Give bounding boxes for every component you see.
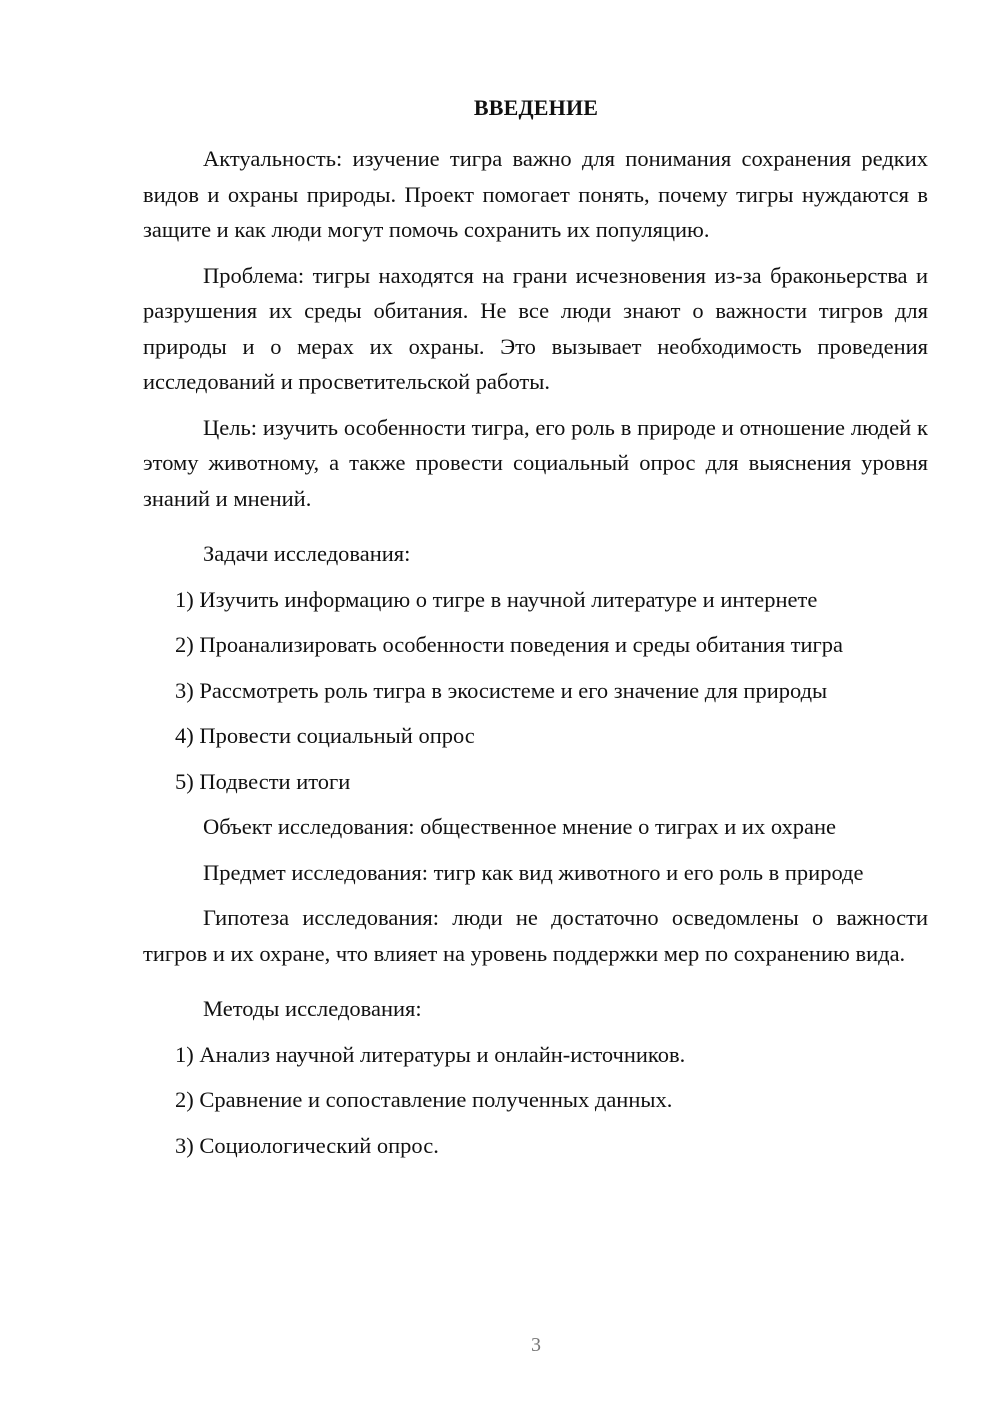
task-item-4: 4) Провести социальный опрос <box>175 723 475 748</box>
page-number: 3 <box>531 1334 541 1356</box>
methods-heading: Методы исследования: <box>203 996 422 1021</box>
method-item-3: 3) Социологический опрос. <box>175 1132 439 1158</box>
method-item-1: 1) Анализ научной литературы и онлайн-источников. <box>175 1041 686 1067</box>
tasks-heading: Задачи исследования: <box>203 541 411 566</box>
task-item-5: 5) Подвести итоги <box>175 768 351 794</box>
page-title: ВВЕДЕНИЕ <box>473 95 599 120</box>
task-item-3: 3) Рассмотреть роль тигра в экосистеме и его значение для природы <box>175 677 828 703</box>
hypothesis-paragraph: Гипотеза исследования: люди не достаточно осведомлены о важности тигров и их охране, что влияет на уровень поддержки мер по сохранению вида. <box>143 905 928 966</box>
task-item-2: 2) Проанализировать особенности поведения и среды обитания тигра <box>175 632 844 657</box>
problem-paragraph: Проблема: тигры находятся на грани исчезновения из-за браконьерства и разрушения их среды обитания. Не все люди знают о важности тигров для природы и о мерах их охраны. Это вызывает необходимость проведения исследований и просветительской работы. <box>143 262 928 394</box>
task-item-1: 1) Изучить информацию о тигре в научной литературе и интернете <box>175 586 818 612</box>
subject-paragraph: Предмет исследования: тигр как вид животного и его роль в природе <box>203 859 864 885</box>
document-body <box>143 141 928 1163</box>
object-paragraph: Объект исследования: общественное мнение о тиграх и их охране <box>203 814 837 839</box>
goal-paragraph: Цель: изучить особенности тигра, его роль в природе и отношение людей к этому животному, а также провести социальный опрос для выяснения уровня знаний и мнений. <box>143 414 928 511</box>
relevance-paragraph: Актуальность: изучение тигра важно для понимания сохранения редких видов и охраны природы. Проект помогает понять, почему тигры нуждаются в защите и как люди могут помочь сохранить их популяцию. <box>143 146 928 242</box>
method-item-2: 2) Сравнение и сопоставление полученных данных. <box>175 1087 673 1112</box>
